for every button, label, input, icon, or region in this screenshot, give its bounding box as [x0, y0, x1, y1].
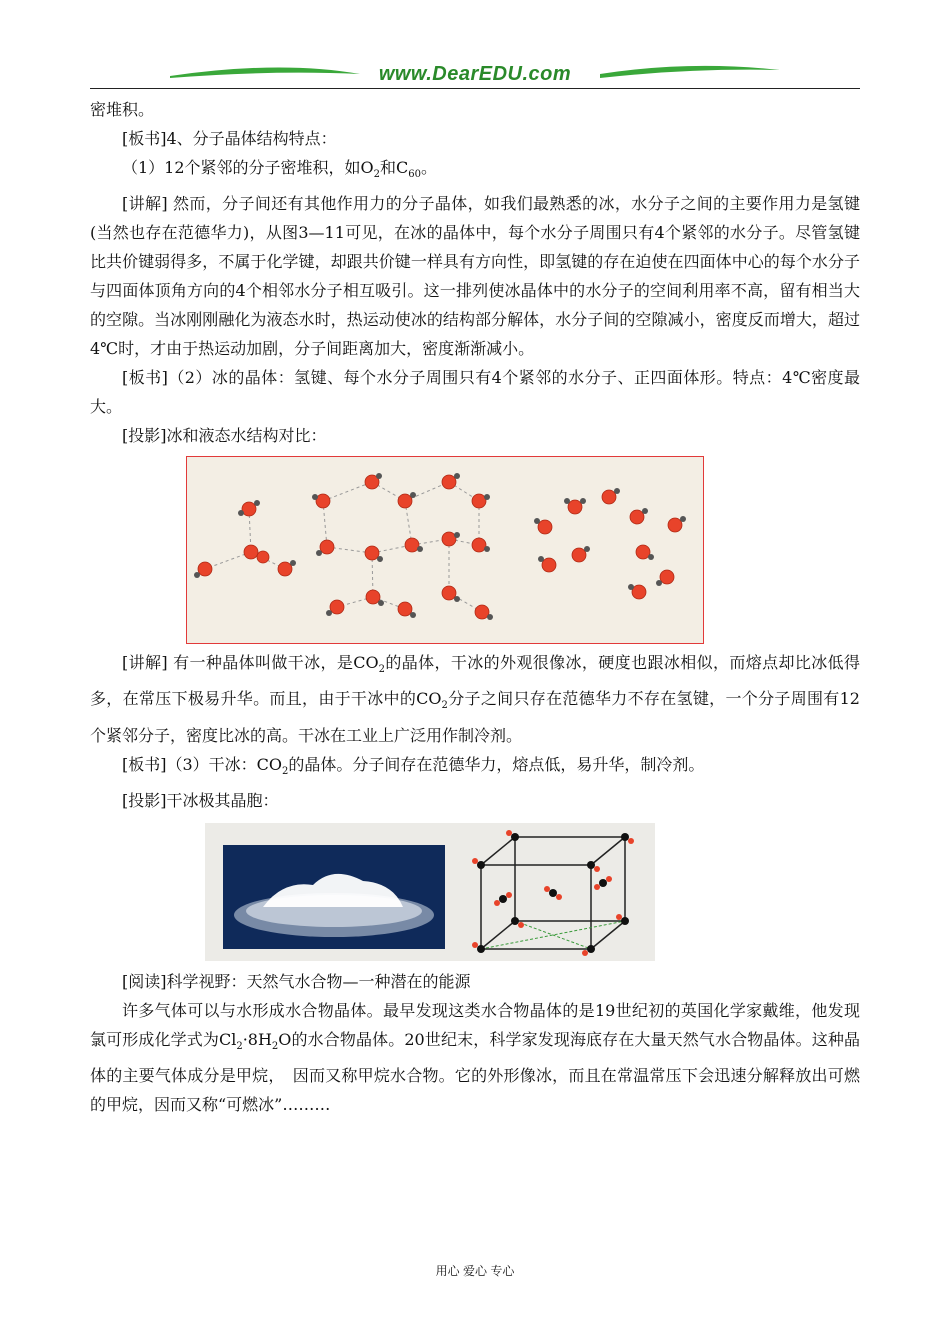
paragraph: [讲解] 有一种晶体叫做干冰，是$CO_2$的晶体，干冰的外观很像冰，硬度也跟冰相似，而熔点却比冰低得多，在常压下极易升华。而且，由于干冰中的$CO_2$分子之间只存在范德华力不存在氢键，一个分子周围有12个紧邻分子，密度比冰的高。干冰在工业上广泛用作制冷剂。: [90, 653, 860, 745]
header-banner: [90, 60, 860, 90]
paragraph: （1）12个紧邻的分子密堆积，如$O_2$和$C_{60}$。: [122, 158, 438, 181]
paragraph: [投影]冰和液态水结构对比：: [122, 426, 327, 446]
site-logo: www.DearEDU.com: [378, 63, 572, 85]
header-divider: [90, 88, 860, 89]
paragraph: [投影]干冰极其晶胞：: [122, 790, 279, 810]
paragraph: 密堆积。: [90, 100, 155, 119]
dry-ice-figure: [205, 823, 655, 961]
ice-water-structure-figure: [186, 456, 704, 644]
dry-ice-unit-cell-diagram: [453, 823, 653, 961]
paragraph: [板书]（2）冰的晶体：氢键、每个水分子周围只有4个紧邻的水分子、正四面体形。特点：4℃密度最大。: [90, 368, 860, 417]
page-footer: 用心 爱心 专心: [435, 1264, 515, 1278]
water-molecule-diagram: [187, 457, 703, 643]
paragraph: [阅读]科学视野：天然气水合物—一种潜在的能源: [122, 971, 471, 991]
paragraph: [讲解] 然而，分子间还有其他作用力的分子晶体，如我们最熟悉的冰，水分子之间的主要作用力是氢键(当然也存在范德华力)，从图3—11可见，在冰的晶体中，每个水分子周围只有4个紧邻的水分子。尽管氢键比共价键弱得多，不属于化学键，却跟共价键一样具有方向性，即氢键的存在迫使在四面体中心的每个水分子与四面体顶角方向的4个相邻水分子相互吸引。这一排列使冰晶体中的水分子的空间利用率不高，留有相当大的空隙。当冰刚刚融化为液态水时，热运动使冰的结构部分解体，水分子间的空隙减小，密度反而增大，超过4℃时，才由于热运动加剧，分子间距离加大，密度渐渐减小。: [90, 194, 860, 359]
document-body: [90, 95, 860, 1119]
paragraph: [板书]4、分子晶体结构特点：: [122, 129, 337, 148]
paragraph: [板书]（3）干冰：$CO_2$的晶体。分子间存在范德华力，熔点低，易升华，制冷剂。: [122, 754, 705, 777]
dry-ice-photo: [223, 845, 445, 949]
paragraph: 许多气体可以与水形成水合物晶体。最早发现这类水合物晶体的是19世纪初的英国化学家戴维，他发现氯可形成化学式为$Cl_2\cdot 8H_2O$的水合物晶体。20世纪末，科学家发现海底存在大量天然气水合物晶体。这种晶体的主要气体成分是甲烷， 因而又称甲烷水合物。它的外形像冰，而且在常温常压下会迅速分解释放出可燃的甲烷，因而又称“可燃冰”………: [90, 1000, 860, 1114]
